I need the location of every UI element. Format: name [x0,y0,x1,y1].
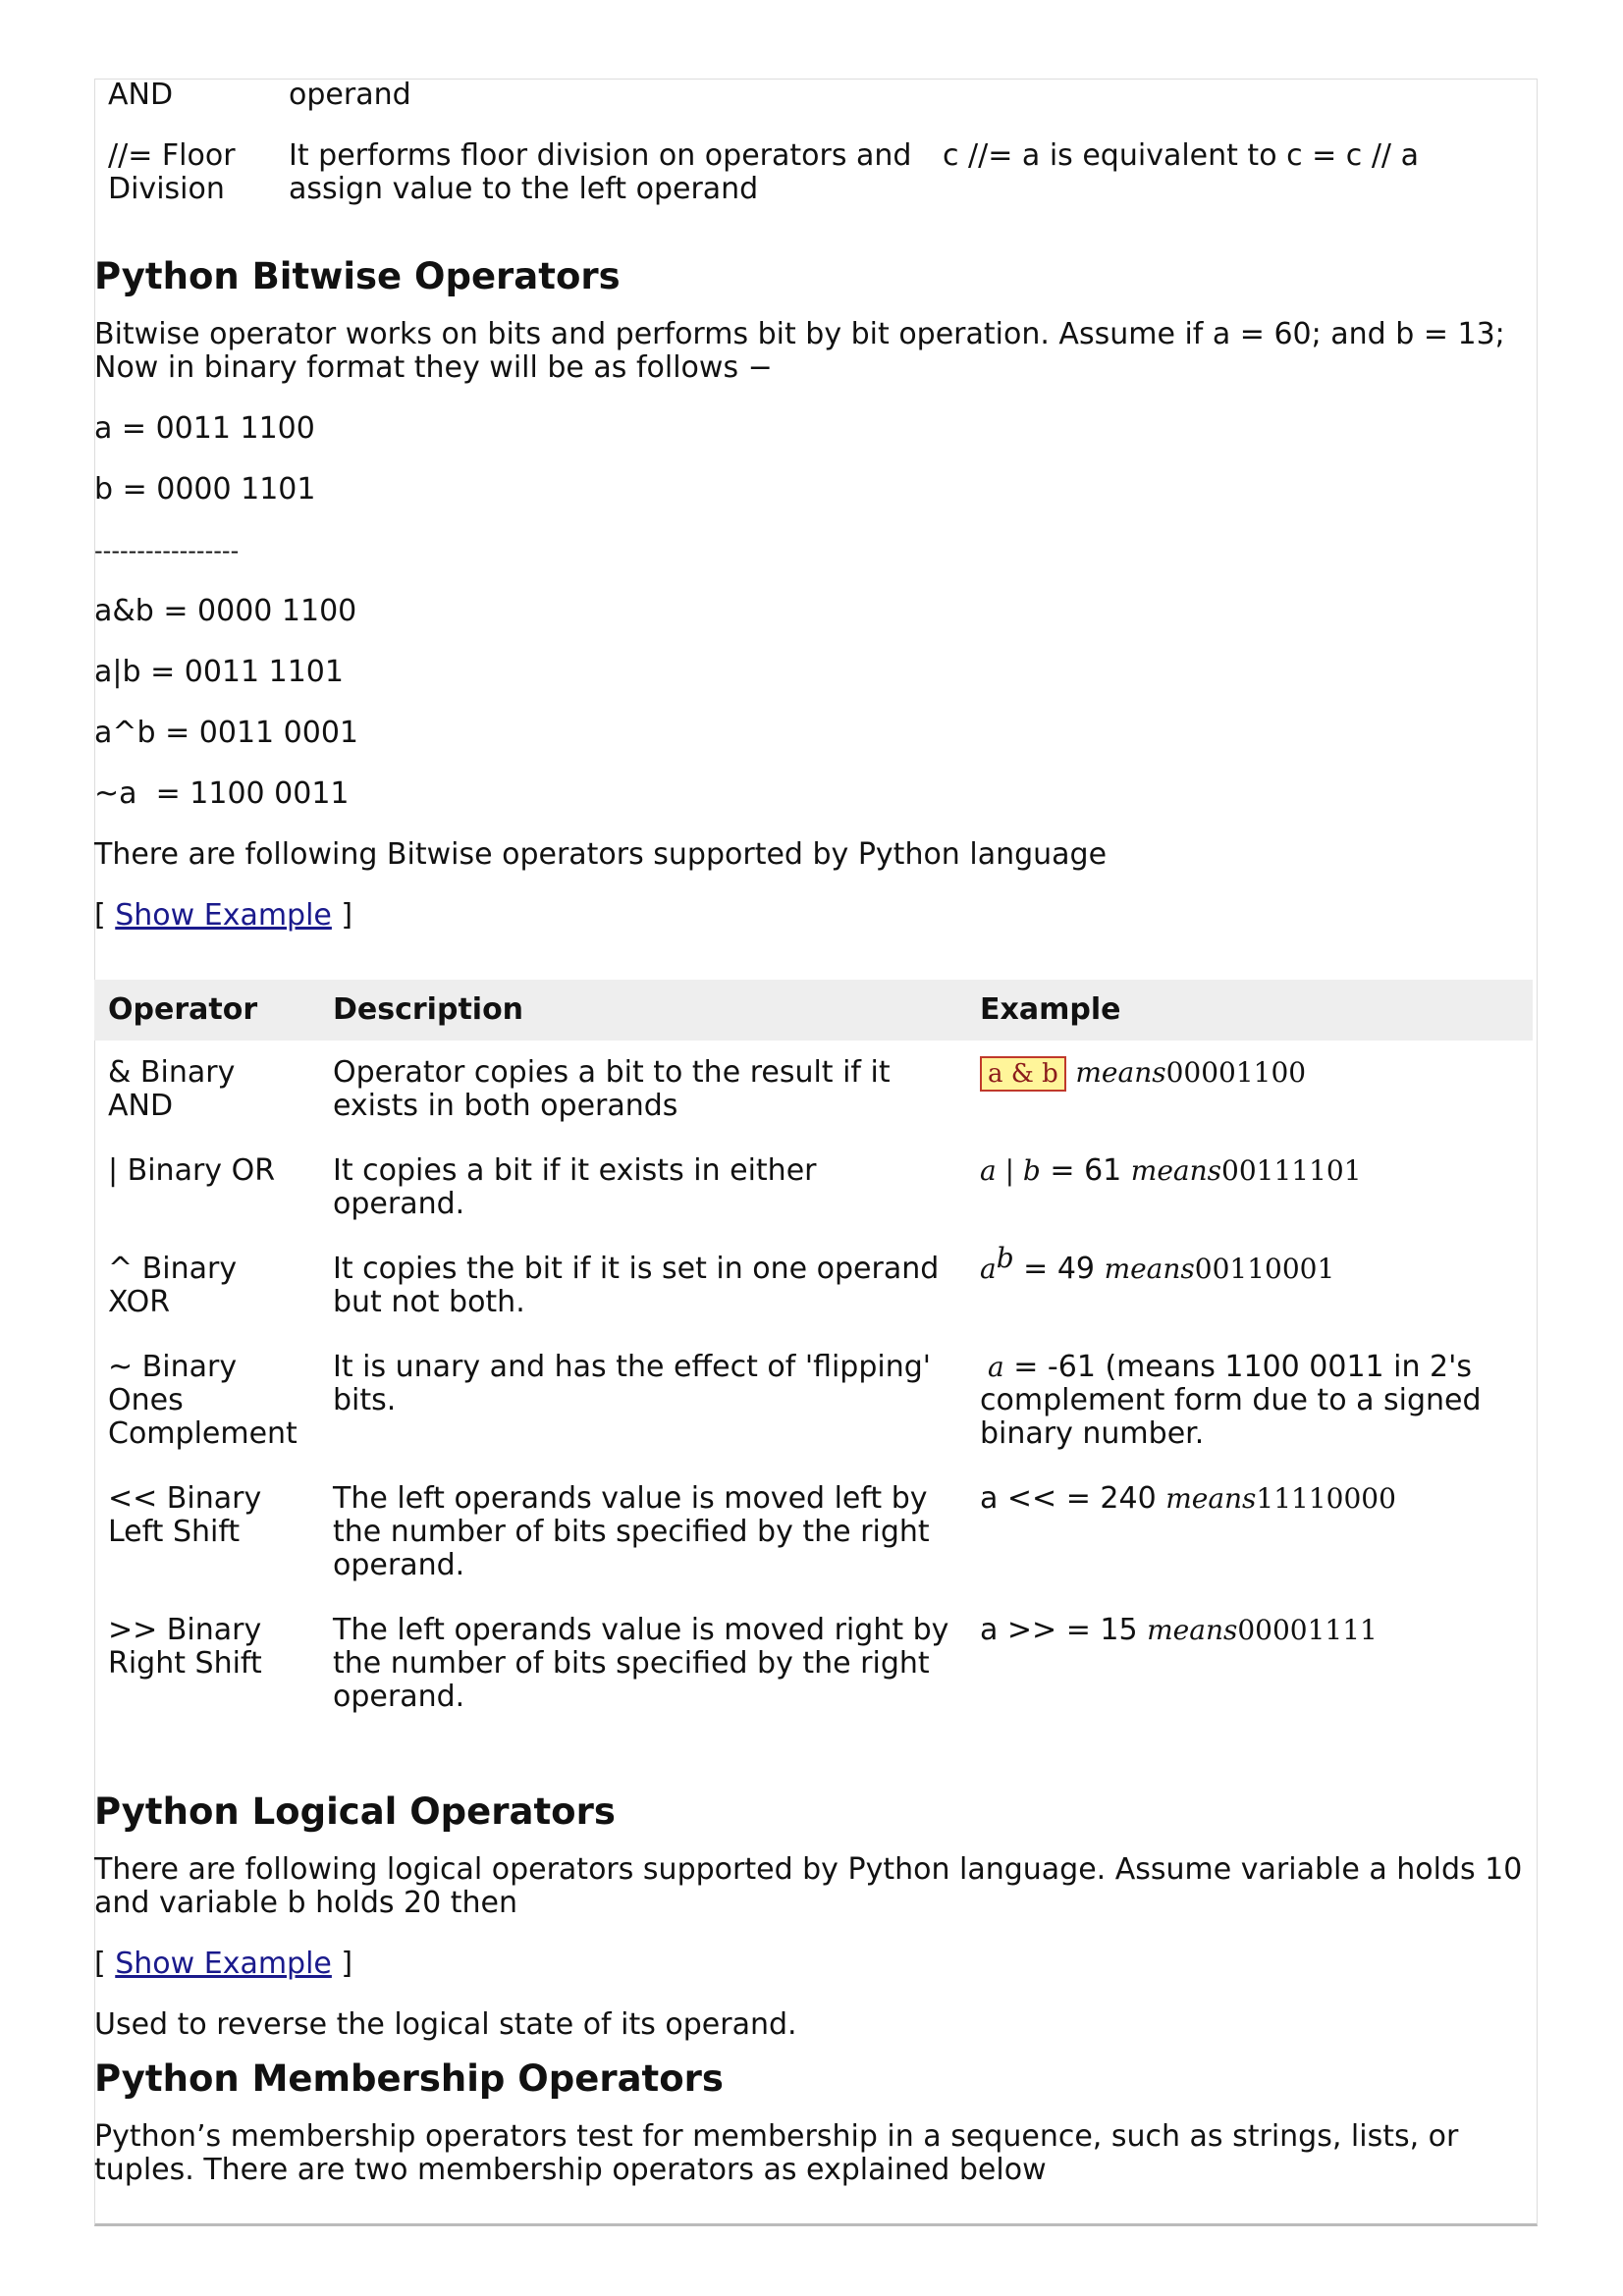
description-cell: operand [289,78,411,112]
bitwise-intro: Bitwise operator works on bits and performs bit by bit operation. Assume if a = 60; and b = 13; Now in binary format they will be as follows − [94,317,1505,385]
formula-value: 00111101 [1221,1154,1362,1187]
assignment-table-continued [94,79,1533,234]
description-cell: It performs floor division on operators and assign value to the left operand [289,138,912,206]
table-row [94,79,1533,139]
table-row [94,1041,1533,1139]
table-row [94,1598,1533,1730]
formula-result: a >> = 15 [980,1613,1148,1647]
formula-text: means [1075,1056,1166,1089]
separator-line: ----------------- [94,537,240,564]
operator-cell: AND [108,78,174,112]
operator-cell: //= Floor Division [108,138,236,206]
example-cell [929,79,1533,139]
logical-intro: There are following logical operators supported by Python language. Assume variable a holds 10 and variable b holds 20 then [94,1852,1523,1920]
example-cell [966,1237,1533,1335]
description-cell: The left operands value is moved right by the number of bits specified by the right operand. [333,1613,949,1714]
example-cell [966,1335,1533,1467]
document-content [94,79,1533,2215]
column-header: Operator [94,980,319,1041]
formula-text: a | b [980,1154,1041,1187]
operator-cell: & Binary AND [108,1055,236,1123]
bitwise-supported-text: There are following Bitwise operators supported by Python language [94,837,1108,872]
membership-heading: Python Membership Operators [94,2057,724,2100]
description-cell: It copies a bit if it exists in either operand. [333,1153,817,1221]
formula-text: a [988,1351,1004,1383]
bracket-open: [ [94,1947,116,1981]
description-cell: Operator copies a bit to the result if it exists in both operands [333,1055,891,1123]
formula-box: a & b [980,1056,1066,1092]
formula-value: 00110001 [1194,1253,1335,1285]
show-example-link[interactable]: Show Example [115,1947,332,1981]
formula-result: = -61 (means 1100 0011 in 2's complement form due to a signed binary number. [980,1350,1482,1451]
description-cell: It copies the bit if it is set in one operand but not both. [333,1252,940,1319]
formula-text: a [980,1253,997,1285]
table-row [94,1467,1533,1598]
formula-value: 11110000 [1256,1482,1396,1515]
bitwise-heading: Python Bitwise Operators [94,255,621,297]
formula-superscript: b [996,1242,1014,1274]
bracket-open: [ [94,898,116,933]
bracket-close: ] [331,1947,353,1981]
operator-cell: << Binary Left Shift [108,1481,262,1549]
operator-cell: | Binary OR [108,1153,276,1188]
description-cell: The left operands value is moved left by the number of bits specified by the right operand. [333,1481,930,1582]
column-header: Example [966,980,1533,1041]
operator-cell: ^ Binary XOR [108,1252,238,1319]
example-cell [966,1467,1533,1598]
operator-cell: >> Binary Right Shift [108,1613,262,1681]
binary-line: a = 0011 1100 [94,411,315,446]
logical-note: Used to reverse the logical state of its operand. [94,2007,797,2042]
binary-line: ~a = 1100 0011 [94,776,350,811]
membership-intro: Python’s membership operators test for membership in a sequence, such as strings, lists, or tuples. There are two membership operators as explained below [94,2119,1459,2187]
table-row [94,139,1533,234]
example-cell [966,1041,1533,1139]
formula-text: means [1147,1614,1238,1646]
operator-cell: ~ Binary Ones Complement [108,1350,298,1451]
table-row [94,1237,1533,1335]
example-cell: c //= a is equivalent to c = c // a [943,138,1419,173]
description-cell: It is unary and has the effect of 'flipping' bits. [333,1350,932,1417]
formula-text: means [1104,1253,1195,1285]
formula-text: means [1165,1482,1257,1515]
formula-result: = 61 [1040,1153,1131,1188]
example-cell [966,1139,1533,1237]
formula-value: 00001111 [1237,1614,1378,1646]
logical-heading: Python Logical Operators [94,1790,616,1833]
table-row [94,1139,1533,1237]
formula-result: = 49 [1013,1252,1105,1286]
binary-line: b = 0000 1101 [94,472,316,507]
formula-text: means [1130,1154,1221,1187]
show-example-link[interactable]: Show Example [115,898,332,933]
binary-line: a^b = 0011 0001 [94,716,359,750]
table-row [94,1335,1533,1467]
formula-value: 00001100 [1165,1056,1307,1089]
column-header: Description [319,980,966,1041]
show-example-line [94,899,1533,933]
bitwise-operators-table [94,980,1533,1730]
table-header-row [94,980,1533,1041]
formula-result: a << = 240 [980,1481,1166,1516]
show-example-line [94,1948,1533,1981]
example-cell [966,1598,1533,1730]
binary-line: a&b = 0000 1100 [94,594,357,628]
bracket-close: ] [331,898,353,933]
binary-line: a|b = 0011 1101 [94,655,344,689]
